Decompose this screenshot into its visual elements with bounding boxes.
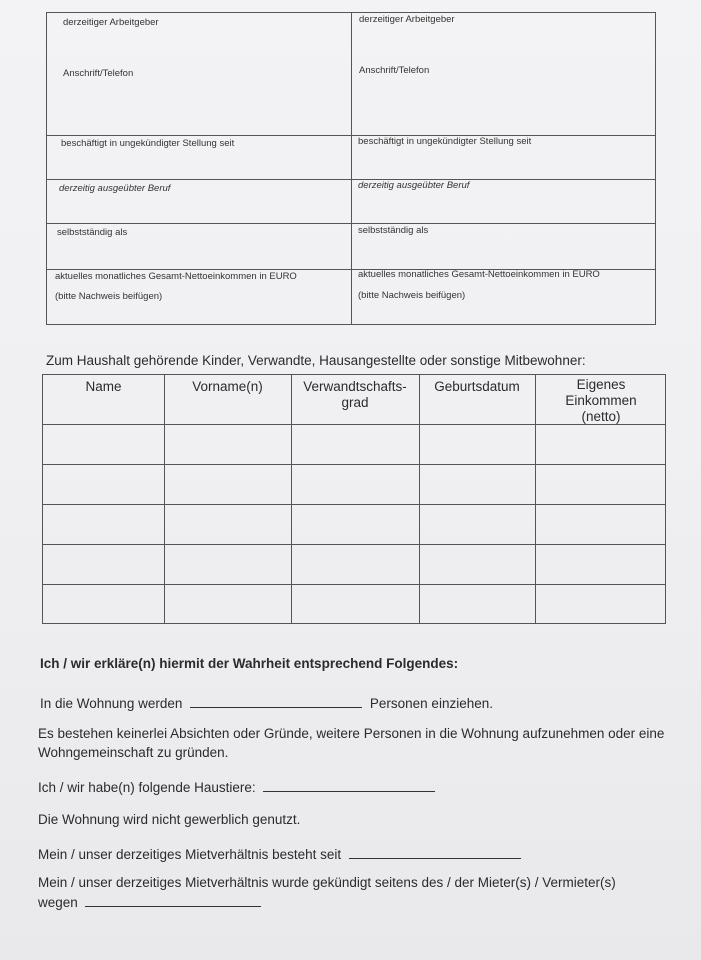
occupation-label: derzeitig ausgeübter Beruf	[59, 183, 171, 194]
tenancy-since-text: Mein / unser derzeitiges Mietverhältnis besteht seit	[38, 847, 342, 862]
employed-since-label: beschäftigt in ungekündigter Stellung seit	[61, 138, 235, 149]
header-income-line3: (netto)	[581, 409, 621, 424]
column-divider	[164, 375, 165, 623]
declaration-heading: Ich / wir erkläre(n) hiermit der Wahrheit entsprechend Folgendes:	[40, 656, 459, 671]
pets-text: Ich / wir habe(n) folgende Haustiere:	[38, 780, 256, 795]
column-divider	[419, 375, 420, 623]
persons-after-text: Personen einziehen.	[369, 696, 493, 711]
persons-count-field[interactable]	[190, 695, 362, 708]
header-birthdate: Geburtsdatum	[434, 379, 520, 394]
row-divider	[43, 464, 665, 465]
termination-reason-field[interactable]	[85, 894, 261, 907]
column-divider	[291, 375, 292, 623]
row-divider	[47, 223, 655, 224]
income-label: aktuelles monatliches Gesamt-Nettoeinkommen in EURO	[358, 269, 600, 280]
header-income-line2: Einkommen	[565, 393, 637, 408]
income-note-label: (bitte Nachweis beifügen)	[55, 291, 163, 302]
no-intent-line-2: Wohngemeinschaft zu gründen.	[38, 745, 229, 760]
header-relation	[291, 379, 419, 411]
header-first-names: Vorname(n)	[192, 379, 263, 394]
not-commercial-line: Die Wohnung wird nicht gewerblich genutzt.	[38, 812, 301, 827]
self-employed-label: selbstständig als	[358, 225, 429, 236]
persons-moving-in-line	[40, 695, 493, 711]
terminated-line-1: Mein / unser derzeitiges Mietverhältnis wurde gekündigt seitens des / der Mieter(s) / Vermieter(s)	[38, 875, 616, 890]
row-divider	[47, 179, 655, 180]
row-divider	[47, 135, 655, 136]
header-income-line1: Eigenes	[576, 377, 626, 392]
terminated-reason-text: wegen	[38, 895, 78, 910]
self-employed-label: selbstständig als	[57, 227, 128, 238]
row-divider	[43, 504, 665, 505]
header-relation-line1: Verwandtschafts-	[303, 379, 407, 394]
household-title: Zum Haushalt gehörende Kinder, Verwandte, Hausangestellte oder sonstige Mitbewohner:	[46, 353, 586, 368]
column-divider	[351, 13, 352, 324]
no-intent-line-1: Es bestehen keinerlei Absichten oder Gründe, weitere Personen in die Wohnung aufzunehmen oder eine	[38, 726, 665, 741]
row-divider	[43, 584, 665, 585]
row-divider	[43, 544, 665, 545]
tenancy-since-field[interactable]	[349, 846, 521, 859]
header-own-income	[535, 377, 667, 425]
household-table	[42, 374, 666, 624]
employed-since-label: beschäftigt in ungekündigter Stellung seit	[358, 136, 532, 147]
current-employer-label: derzeitiger Arbeitgeber	[359, 14, 455, 25]
pets-line	[38, 779, 435, 795]
pets-field[interactable]	[263, 779, 435, 792]
employment-table	[46, 12, 656, 325]
income-label: aktuelles monatliches Gesamt-Nettoeinkommen in EURO	[55, 271, 297, 282]
address-phone-label: Anschrift/Telefon	[63, 68, 134, 79]
address-phone-label: Anschrift/Telefon	[359, 65, 430, 76]
terminated-line-2	[38, 894, 261, 910]
persons-before-text: In die Wohnung werden	[40, 696, 183, 711]
tenancy-since-line	[38, 846, 521, 862]
current-employer-label: derzeitiger Arbeitgeber	[63, 17, 159, 28]
header-relation-line2: grad	[341, 395, 369, 410]
header-name: Name	[85, 379, 122, 394]
income-note-label: (bitte Nachweis beifügen)	[358, 290, 466, 301]
occupation-label: derzeitig ausgeübter Beruf	[358, 180, 470, 191]
